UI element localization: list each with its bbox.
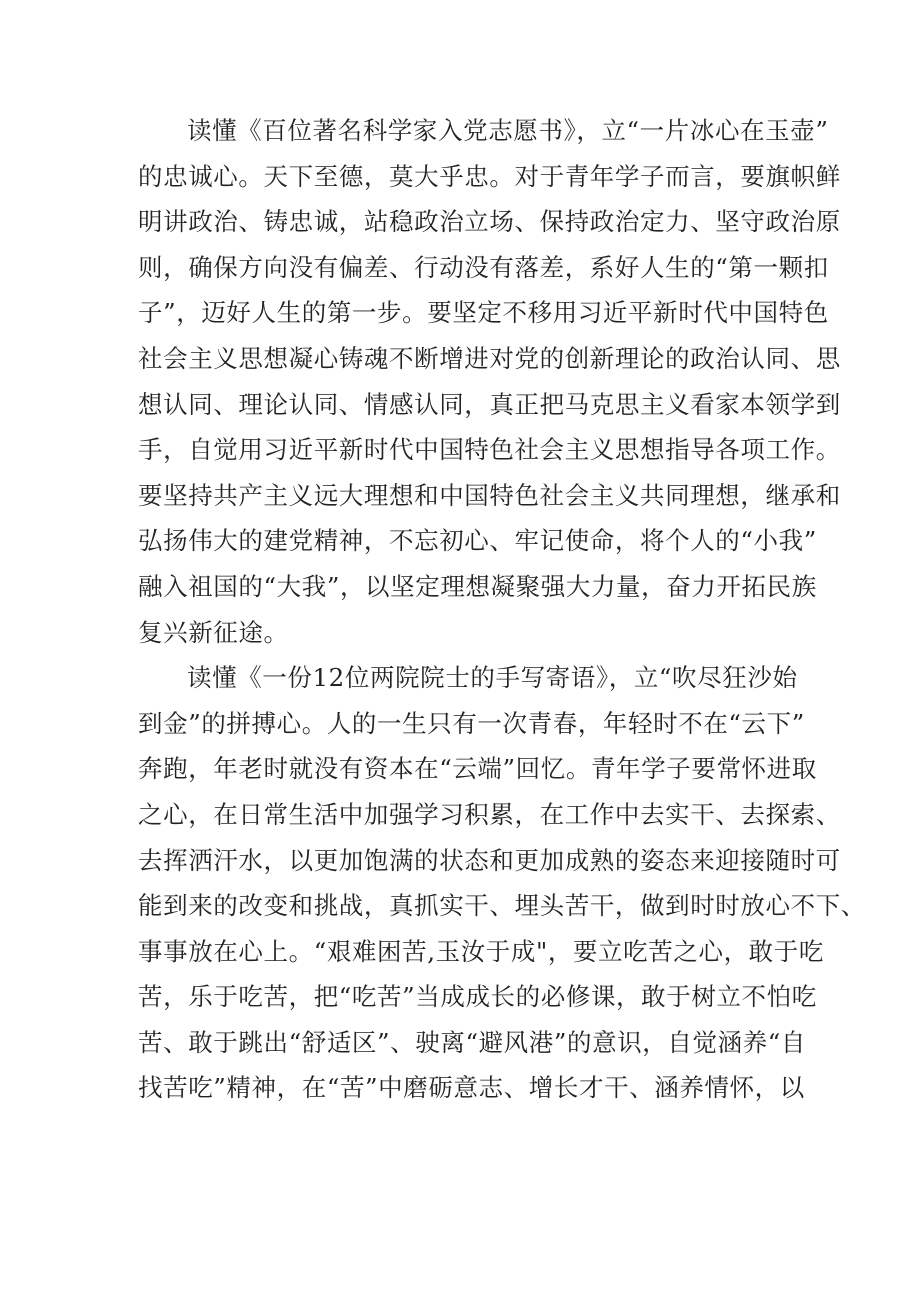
paragraph-line: 社会主义思想凝心铸魂不断增进对党的创新理论的政治认同、思 xyxy=(138,343,841,373)
paragraph-line: 读懂《一份12位两院院士的手写寄语》，立“吹尽狂沙始 xyxy=(187,663,798,693)
paragraph-line: 事事放在心上。“艰难困苦,玉汝于成"，要立吃苦之心，敢于吃 xyxy=(138,936,824,966)
paragraph-line: 复兴新征途。 xyxy=(138,617,289,647)
paragraph-line: 能到来的改变和挑战，真抓实干、埋头苦干，做到时时放心不下、 xyxy=(138,891,866,921)
paragraph-line: 弘扬伟大的建党精神，不忘初心、牢记使命，将个人的“小我” xyxy=(138,526,817,556)
paragraph-line: 苦、敢于跳出“舒适区”、驶离“避风港”的意识，自觉涵养“自 xyxy=(138,1027,807,1057)
paragraph-1 xyxy=(138,108,841,655)
paragraph-line: 之心，在日常生活中加强学习积累，在工作中去实干、去探索、 xyxy=(138,799,841,829)
paragraph-line: 想认同、理论认同、情感认同，真正把马克思主义看家本领学到 xyxy=(138,389,841,419)
paragraph-2 xyxy=(138,655,866,1111)
paragraph-line: 手，自觉用习近平新时代中国特色社会主义思想指导各项工作。 xyxy=(138,435,841,465)
paragraph-line: 融入祖国的“大我”，以坚定理想凝聚强大力量，奋力开拓民族 xyxy=(138,571,817,601)
paragraph-line: 找苦吃”精神，在“苦”中磨砺意志、增长才干、涵养情怀，以 xyxy=(138,1073,805,1103)
paragraph-line: 则，确保方向没有偏差、行动没有落差，系好人生的“第一颗扣 xyxy=(138,252,829,282)
paragraph-line: 读懂《百位著名科学家入党志愿书》，立“一片冰心在玉壶” xyxy=(187,116,829,145)
paragraph-line: 要坚持共产主义远大理想和中国特色社会主义共同理想，继承和 xyxy=(138,480,841,510)
paragraph-line: 子”，迈好人生的第一步。要坚定不移用习近平新时代中国特色 xyxy=(138,298,829,328)
document-body xyxy=(138,108,866,1111)
paragraph-line: 的忠诚心。天下至德，莫大乎忠。对于青年学子而言，要旗帜鲜 xyxy=(138,161,841,191)
paragraph-line: 明讲政治、铸忠诚，站稳政治立场、保持政治定力、坚守政治原 xyxy=(138,207,841,237)
paragraph-line: 奔跑，年老时就没有资本在“云端”回忆。青年学子要常怀进取 xyxy=(138,754,817,784)
paragraph-line: 到金”的拼搏心。人的一生只有一次青春，年轻时不在“云下” xyxy=(138,708,805,738)
paragraph-line: 去挥洒汗水，以更加饱满的状态和更加成熟的姿态来迎接随时可 xyxy=(138,845,841,875)
paragraph-line: 苦，乐于吃苦，把“吃苦”当成成长的必修课，敢于树立不怕吃 xyxy=(138,982,817,1012)
